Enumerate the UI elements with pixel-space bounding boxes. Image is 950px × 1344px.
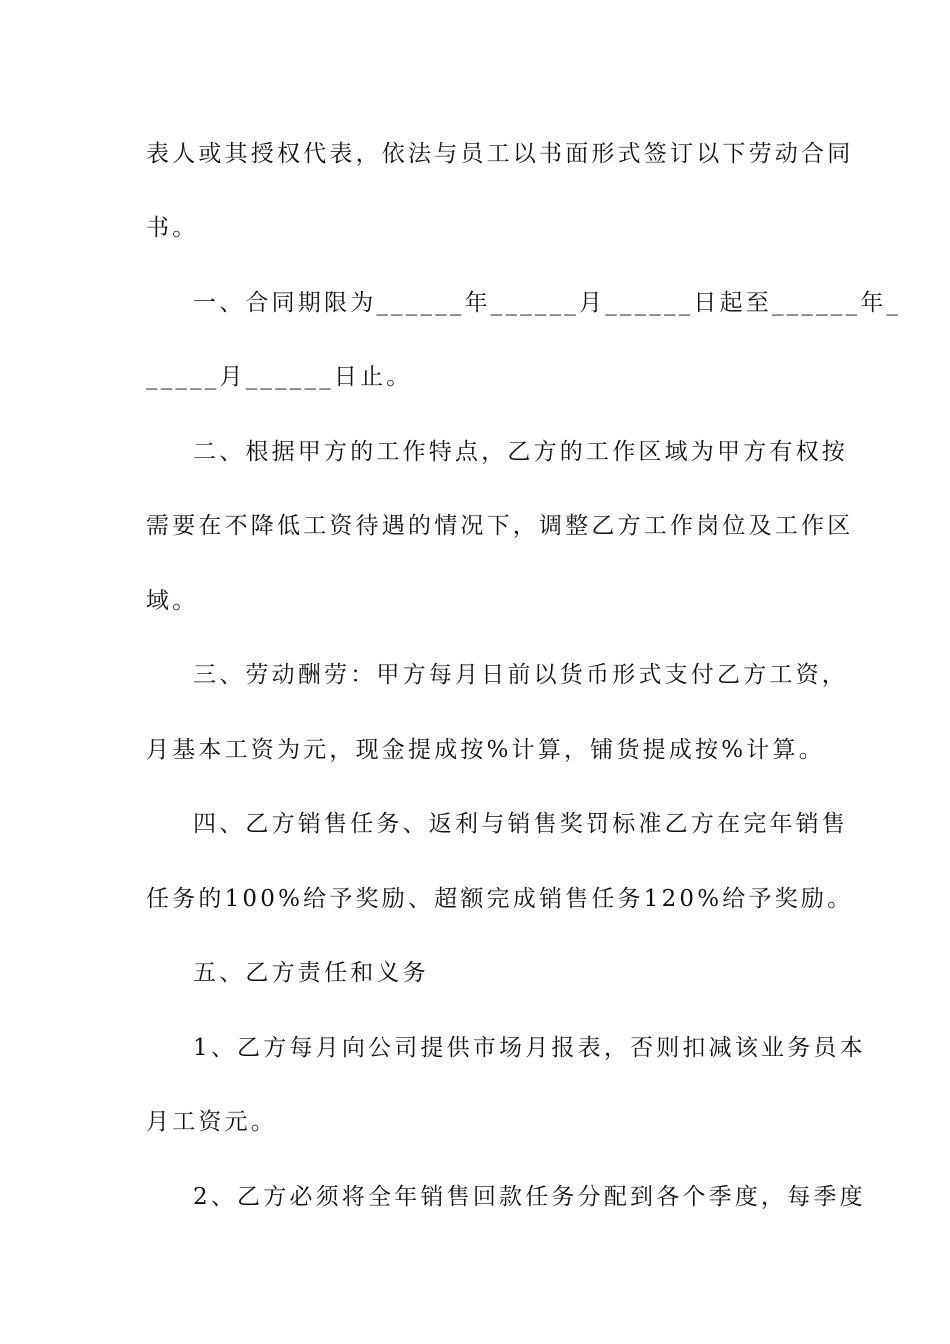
- text-line-1: 表人或其授权代表，依法与员工以书面形式签订以下劳动合同: [146, 141, 854, 167]
- text-line-15: 2、乙方必须将全年销售回款任务分配到各个季度，每季度: [193, 1184, 866, 1210]
- text-line-13: 1、乙方每月向公司提供市场月报表，否则扣减该业务员本: [193, 1035, 866, 1061]
- text-line-8: 三、劳动酬劳：甲方每月日前以货币形式支付乙方工资，: [193, 662, 848, 688]
- text-line-4: _____月______日止。: [146, 364, 413, 390]
- text-line-9: 月基本工资为元，现金提成按%计算，铺货提成按%计算。: [146, 737, 825, 763]
- text-line-14: 月工资元。: [146, 1109, 277, 1135]
- text-line-11: 任务的100%给予奖励、超额完成销售任务120%给予奖励。: [146, 886, 854, 912]
- text-line-2: 书。: [146, 215, 199, 241]
- text-line-6: 需要在不降低工资待遇的情况下，调整乙方工作岗位及工作区: [146, 513, 854, 539]
- text-line-12: 五、乙方责任和义务: [193, 960, 429, 986]
- text-line-7: 域。: [146, 588, 199, 614]
- text-line-3: 一、合同期限为______年______月______日起至______年_: [193, 290, 902, 316]
- text-line-10: 四、乙方销售任务、返利与销售奖罚标准乙方在完年销售: [193, 811, 848, 837]
- text-line-5: 二、根据甲方的工作特点，乙方的工作区域为甲方有权按: [193, 439, 848, 465]
